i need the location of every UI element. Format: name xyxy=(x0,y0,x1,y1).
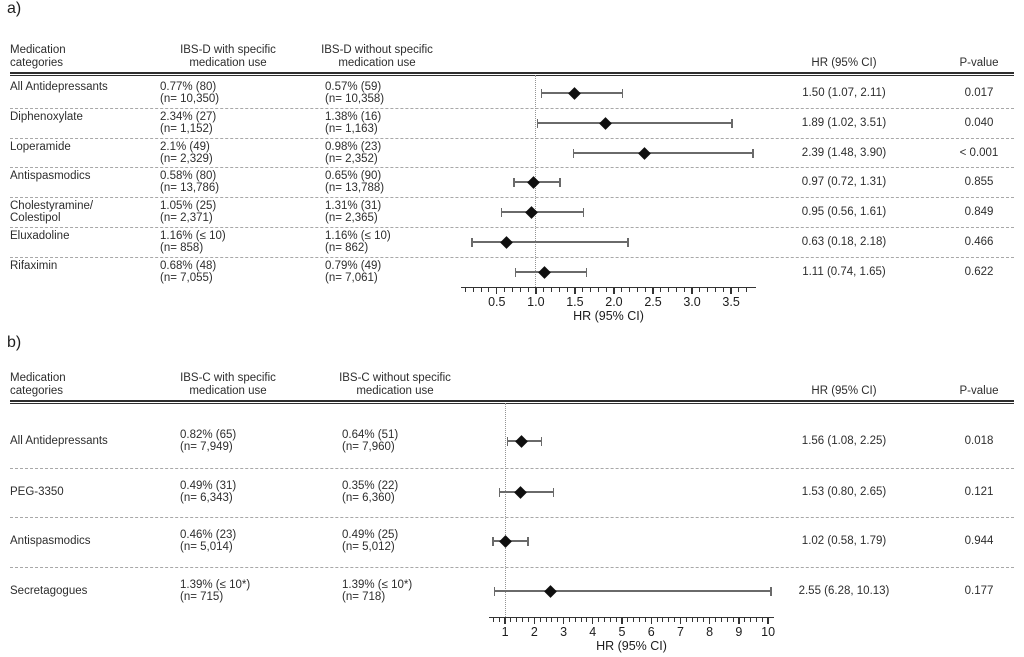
x-axis-minor-tick xyxy=(481,288,482,292)
without-use-line: (n= 7,960) xyxy=(342,441,395,453)
hr-diamond-marker xyxy=(515,435,528,448)
with-use-line: (n= 7,055) xyxy=(160,272,213,284)
p-value: 0.466 xyxy=(964,236,994,248)
panel-b-ibsc-forest xyxy=(0,330,1024,657)
x-axis-tick-label: 3.0 xyxy=(683,295,701,309)
x-axis-minor-tick xyxy=(746,288,747,292)
without-use-line: (n= 6,360) xyxy=(342,492,395,504)
x-axis-tick-label: 1.0 xyxy=(527,295,545,309)
x-axis-title: HR (95% CI) xyxy=(573,309,644,323)
header-with-use xyxy=(148,372,308,398)
without-use-value xyxy=(325,141,475,165)
x-axis-minor-tick xyxy=(738,288,739,292)
medication-name-line: Rifaximin xyxy=(10,260,58,272)
with-use-line: (n= 2,329) xyxy=(160,153,213,165)
x-axis-tick-label: 5 xyxy=(618,625,626,639)
hr-ci-value: 1.50 (1.07, 2.11) xyxy=(802,87,886,99)
header-with-use xyxy=(148,44,308,70)
without-use-line: 0.79% (49) xyxy=(325,260,382,272)
x-axis-tick-label: 9 xyxy=(735,625,743,639)
ci-cap-high xyxy=(583,208,585,217)
p-value: 0.855 xyxy=(964,176,994,188)
ci-cap-high xyxy=(731,119,733,128)
x-axis-minor-tick xyxy=(627,618,628,622)
table-header-rule xyxy=(10,72,1014,76)
header-line: medication use xyxy=(189,57,267,69)
without-use-value xyxy=(342,579,492,603)
with-use-value xyxy=(160,230,310,254)
x-axis-minor-tick xyxy=(581,618,582,622)
with-use-line: (n= 1,152) xyxy=(160,123,213,135)
x-axis-minor-tick xyxy=(465,288,466,292)
x-axis-minor-tick xyxy=(499,618,500,622)
without-use-value xyxy=(325,170,475,194)
ci-cap-high xyxy=(527,537,529,546)
with-use-value xyxy=(160,260,310,284)
x-axis-tick-label: 2 xyxy=(530,625,538,639)
x-axis-minor-tick xyxy=(473,288,474,292)
medication-name xyxy=(10,81,150,93)
x-axis-title: HR (95% CI) xyxy=(596,639,667,653)
x-axis-minor-tick xyxy=(522,618,523,622)
with-use-value xyxy=(160,81,310,105)
p-value: 0.017 xyxy=(964,87,994,99)
ci-cap-low xyxy=(494,587,496,596)
x-axis-minor-tick xyxy=(762,618,763,622)
x-axis-minor-tick xyxy=(660,288,661,292)
x-axis-tick xyxy=(534,618,535,624)
p-value: 0.018 xyxy=(964,435,994,447)
without-use-line: 0.49% (25) xyxy=(342,529,399,541)
panel-a-label: a) xyxy=(7,0,22,17)
header-hr-ci: HR (95% CI) xyxy=(811,385,877,397)
x-axis-minor-tick xyxy=(633,618,634,622)
hr-diamond-marker xyxy=(501,236,514,249)
header-hr-ci: HR (95% CI) xyxy=(811,57,877,69)
row-separator xyxy=(10,167,1014,168)
ci-cap-low xyxy=(573,149,575,158)
with-use-line: 0.46% (23) xyxy=(180,529,237,541)
without-use-value xyxy=(342,529,492,553)
with-use-line: 1.39% (≤ 10*) xyxy=(180,579,251,591)
without-use-value xyxy=(325,111,475,135)
x-axis-minor-tick xyxy=(546,618,547,622)
x-axis-minor-tick xyxy=(520,288,521,292)
ci-cap-low xyxy=(471,238,473,247)
with-use-line: 0.58% (80) xyxy=(160,170,217,182)
hr-diamond-marker xyxy=(569,87,582,100)
x-axis-minor-tick xyxy=(692,618,693,622)
p-value: 0.622 xyxy=(964,266,994,278)
p-value: 0.944 xyxy=(964,535,994,547)
x-axis-tick xyxy=(574,288,575,294)
medication-name-line: Eluxadoline xyxy=(10,230,70,242)
x-axis-line xyxy=(461,287,756,288)
x-axis-tick-label: 7 xyxy=(676,625,684,639)
x-axis-tick-label: 2.0 xyxy=(605,295,623,309)
x-axis-minor-tick xyxy=(616,618,617,622)
x-axis-tick-label: 0.5 xyxy=(488,295,506,309)
x-axis-minor-tick xyxy=(582,288,583,292)
x-axis-tick xyxy=(535,288,536,294)
ci-cap-high xyxy=(622,89,624,98)
ci-cap-high xyxy=(586,268,588,277)
without-use-line: (n= 2,365) xyxy=(325,212,378,224)
ci-cap-low xyxy=(541,89,543,98)
x-axis-tick-label: 3 xyxy=(560,625,568,639)
x-axis-minor-tick xyxy=(610,618,611,622)
without-use-value xyxy=(342,429,492,453)
x-axis-minor-tick xyxy=(512,288,513,292)
x-axis-minor-tick xyxy=(715,288,716,292)
x-axis-tick xyxy=(730,288,731,294)
row-separator xyxy=(10,138,1014,139)
ci-cap-high xyxy=(541,437,543,446)
medication-name-line: Antispasmodics xyxy=(10,170,91,182)
x-axis-tick-label: 10 xyxy=(761,625,776,639)
hr-ci-value: 2.55 (6.28, 10.13) xyxy=(798,585,890,597)
hr-diamond-marker xyxy=(526,206,539,219)
ci-cap-high xyxy=(770,587,772,596)
medication-name-line: Diphenoxylate xyxy=(10,111,83,123)
with-use-line: 1.16% (≤ 10) xyxy=(160,230,226,242)
x-axis-minor-tick xyxy=(707,288,708,292)
x-axis-minor-tick xyxy=(516,618,517,622)
x-axis-minor-tick xyxy=(668,618,669,622)
header-line: IBS-C with specific xyxy=(180,372,276,384)
ci-line xyxy=(472,241,628,243)
hr-ci-value: 1.89 (1.02, 3.51) xyxy=(801,117,887,129)
table-header-rule xyxy=(10,400,1014,404)
x-axis-tick xyxy=(496,288,497,294)
x-axis-tick-label: 1.5 xyxy=(566,295,584,309)
without-use-line: 0.98% (23) xyxy=(325,141,382,153)
x-axis-minor-tick xyxy=(699,288,700,292)
header-medication-categories xyxy=(10,44,150,70)
x-axis-minor-tick xyxy=(744,618,745,622)
x-axis-minor-tick xyxy=(645,618,646,622)
with-use-value xyxy=(160,141,310,165)
without-use-line: 1.31% (31) xyxy=(325,200,382,212)
x-axis-minor-tick xyxy=(586,618,587,622)
medication-name-line: Colestipol xyxy=(10,212,61,224)
x-axis-minor-tick xyxy=(540,618,541,622)
x-axis-tick-label: 1 xyxy=(501,625,509,639)
without-use-line: (n= 2,352) xyxy=(325,153,378,165)
without-use-line: (n= 7,061) xyxy=(325,272,378,284)
x-axis-minor-tick xyxy=(559,288,560,292)
row-separator xyxy=(10,567,1014,568)
x-axis-minor-tick xyxy=(756,618,757,622)
x-axis-tick xyxy=(563,618,564,624)
without-use-line: (n= 5,012) xyxy=(342,541,395,553)
ci-cap-low xyxy=(499,488,501,497)
medication-name xyxy=(10,200,150,224)
x-axis-tick xyxy=(613,288,614,294)
hr-diamond-marker xyxy=(638,147,651,160)
ci-cap-high xyxy=(752,149,754,158)
with-use-line: (n= 7,949) xyxy=(180,441,233,453)
x-axis-minor-tick xyxy=(598,618,599,622)
header-without-use xyxy=(315,372,475,398)
ci-cap-low xyxy=(501,208,503,217)
x-axis-tick xyxy=(651,618,652,624)
x-axis-tick-label: 6 xyxy=(647,625,655,639)
x-axis-minor-tick xyxy=(750,618,751,622)
without-use-line: (n= 862) xyxy=(325,242,369,254)
with-use-line: 0.68% (48) xyxy=(160,260,217,272)
with-use-line: 0.77% (80) xyxy=(160,81,217,93)
x-axis-tick-label: 3.5 xyxy=(722,295,740,309)
x-axis-tick-label: 8 xyxy=(706,625,714,639)
x-axis-minor-tick xyxy=(569,618,570,622)
medication-name-line: All Antidepressants xyxy=(10,435,108,447)
with-use-line: (n= 6,343) xyxy=(180,492,233,504)
header-line: Medication xyxy=(10,44,66,56)
p-value: < 0.001 xyxy=(959,147,999,159)
x-axis-minor-tick xyxy=(727,618,728,622)
ci-line xyxy=(573,152,753,154)
x-axis-minor-tick xyxy=(590,288,591,292)
x-axis-minor-tick xyxy=(668,288,669,292)
hr-ci-value: 1.56 (1.08, 2.25) xyxy=(801,435,887,447)
x-axis-tick xyxy=(709,618,710,624)
medication-name xyxy=(10,486,150,498)
hr-ci-value: 0.97 (0.72, 1.31) xyxy=(801,176,887,188)
without-use-value xyxy=(325,200,475,224)
medication-name xyxy=(10,141,150,153)
without-use-line: (n= 1,163) xyxy=(325,123,378,135)
p-value: 0.849 xyxy=(964,206,994,218)
medication-name xyxy=(10,585,150,597)
p-value: 0.177 xyxy=(964,585,994,597)
x-axis-minor-tick xyxy=(629,288,630,292)
x-axis-tick xyxy=(621,618,622,624)
header-p-value: P-value xyxy=(959,57,999,69)
ci-cap-low xyxy=(507,437,509,446)
x-axis-minor-tick xyxy=(567,288,568,292)
x-axis-minor-tick xyxy=(575,618,576,622)
with-use-value xyxy=(160,200,310,224)
x-axis-minor-tick xyxy=(639,618,640,622)
x-axis-line xyxy=(489,617,774,618)
hr-diamond-marker xyxy=(599,117,612,130)
header-line: IBS-C without specific xyxy=(339,372,451,384)
ci-line xyxy=(494,590,771,592)
without-use-value xyxy=(325,81,475,105)
without-use-value xyxy=(342,480,492,504)
with-use-value xyxy=(180,579,330,603)
x-axis-minor-tick xyxy=(721,618,722,622)
x-axis-minor-tick xyxy=(657,618,658,622)
hr-ci-value: 0.95 (0.56, 1.61) xyxy=(801,206,887,218)
ci-cap-low xyxy=(492,537,494,546)
header-line: categories xyxy=(10,385,64,397)
x-axis-minor-tick xyxy=(551,618,552,622)
with-use-line: (n= 5,014) xyxy=(180,541,233,553)
hr-diamond-marker xyxy=(499,535,512,548)
x-axis-minor-tick xyxy=(621,288,622,292)
header-line: categories xyxy=(10,57,64,69)
x-axis-minor-tick xyxy=(723,288,724,292)
header-line: medication use xyxy=(356,385,434,397)
without-use-line: 0.64% (51) xyxy=(342,429,399,441)
ci-line xyxy=(537,122,731,124)
medication-name-line: Cholestyramine/ xyxy=(10,200,94,212)
x-axis-minor-tick xyxy=(645,288,646,292)
header-without-use xyxy=(297,44,457,70)
x-axis-minor-tick xyxy=(493,618,494,622)
medication-name xyxy=(10,260,150,272)
header-line: medication use xyxy=(338,57,416,69)
ci-cap-high xyxy=(559,178,561,187)
x-axis-minor-tick xyxy=(686,618,687,622)
x-axis-tick-label: 2.5 xyxy=(644,295,662,309)
without-use-line: (n= 718) xyxy=(342,591,386,603)
ci-line xyxy=(541,92,622,94)
ci-cap-low xyxy=(537,119,539,128)
x-axis-minor-tick xyxy=(488,288,489,292)
hr-ci-value: 1.02 (0.58, 1.79) xyxy=(801,535,887,547)
medication-name xyxy=(10,435,150,447)
x-axis-minor-tick xyxy=(551,288,552,292)
with-use-value xyxy=(180,480,330,504)
ci-cap-high xyxy=(553,488,555,497)
x-axis-tick xyxy=(691,288,692,294)
ci-cap-low xyxy=(515,268,517,277)
x-axis-minor-tick xyxy=(604,618,605,622)
panel-b-label: b) xyxy=(7,334,22,351)
medication-name xyxy=(10,535,150,547)
hr-diamond-marker xyxy=(527,176,540,189)
ci-line xyxy=(501,211,583,213)
x-axis-minor-tick xyxy=(715,618,716,622)
x-axis-minor-tick xyxy=(510,618,511,622)
x-axis-tick xyxy=(767,618,768,624)
hr-diamond-marker xyxy=(538,266,551,279)
hr-diamond-marker xyxy=(544,585,557,598)
x-axis-minor-tick xyxy=(598,288,599,292)
header-line: Medication xyxy=(10,372,66,384)
x-axis-tick xyxy=(592,618,593,624)
x-axis-minor-tick xyxy=(684,288,685,292)
without-use-value xyxy=(325,230,475,254)
without-use-line: 1.38% (16) xyxy=(325,111,382,123)
x-axis-tick-label: 4 xyxy=(589,625,597,639)
row-separator xyxy=(10,468,1014,469)
medication-name-line: PEG-3350 xyxy=(10,486,64,498)
medication-name-line: Secretagogues xyxy=(10,585,88,597)
with-use-line: (n= 13,786) xyxy=(160,182,220,194)
with-use-line: (n= 10,350) xyxy=(160,93,220,105)
x-axis-tick xyxy=(652,288,653,294)
with-use-line: 2.34% (27) xyxy=(160,111,217,123)
x-axis-minor-tick xyxy=(676,288,677,292)
header-p-value: P-value xyxy=(959,385,999,397)
x-axis-minor-tick xyxy=(733,618,734,622)
x-axis-tick xyxy=(504,618,505,624)
hr-diamond-marker xyxy=(514,486,527,499)
x-axis-tick xyxy=(680,618,681,624)
reference-line xyxy=(505,403,506,617)
p-value: 0.040 xyxy=(964,117,994,129)
x-axis-minor-tick xyxy=(674,618,675,622)
without-use-line: 0.65% (90) xyxy=(325,170,382,182)
with-use-line: 1.05% (25) xyxy=(160,200,217,212)
with-use-line: 0.82% (65) xyxy=(180,429,237,441)
x-axis-minor-tick xyxy=(637,288,638,292)
medication-name xyxy=(10,230,150,242)
row-separator xyxy=(10,517,1014,518)
with-use-line: (n= 715) xyxy=(180,591,224,603)
without-use-line: (n= 10,358) xyxy=(325,93,385,105)
without-use-line: 1.39% (≤ 10*) xyxy=(342,579,413,591)
with-use-value xyxy=(160,170,310,194)
medication-name xyxy=(10,111,150,123)
x-axis-minor-tick xyxy=(528,288,529,292)
with-use-line: (n= 858) xyxy=(160,242,204,254)
row-separator xyxy=(10,227,1014,228)
with-use-line: 2.1% (49) xyxy=(160,141,210,153)
x-axis-minor-tick xyxy=(543,288,544,292)
x-axis-minor-tick xyxy=(528,618,529,622)
ci-cap-high xyxy=(627,238,629,247)
without-use-line: 0.35% (22) xyxy=(342,480,399,492)
without-use-line: (n= 13,788) xyxy=(325,182,385,194)
x-axis-minor-tick xyxy=(557,618,558,622)
header-line: IBS-D without specific xyxy=(321,44,433,56)
x-axis-minor-tick xyxy=(697,618,698,622)
header-line: medication use xyxy=(189,385,267,397)
x-axis-tick xyxy=(738,618,739,624)
ci-cap-low xyxy=(513,178,515,187)
without-use-value xyxy=(325,260,475,284)
with-use-value xyxy=(180,529,330,553)
x-axis-minor-tick xyxy=(662,618,663,622)
with-use-value xyxy=(160,111,310,135)
hr-ci-value: 0.63 (0.18, 2.18) xyxy=(801,236,887,248)
medication-name-line: All Antidepressants xyxy=(10,81,108,93)
medication-name xyxy=(10,170,150,182)
row-separator xyxy=(10,197,1014,198)
row-separator xyxy=(10,108,1014,109)
medication-name-line: Antispasmodics xyxy=(10,535,91,547)
medication-name-line: Loperamide xyxy=(10,141,71,153)
x-axis-minor-tick xyxy=(606,288,607,292)
with-use-value xyxy=(180,429,330,453)
header-line: IBS-D with specific xyxy=(180,44,276,56)
p-value: 0.121 xyxy=(964,486,994,498)
without-use-line: 1.16% (≤ 10) xyxy=(325,230,391,242)
row-separator xyxy=(10,257,1014,258)
hr-ci-value: 1.11 (0.74, 1.65) xyxy=(802,266,886,278)
x-axis-minor-tick xyxy=(504,288,505,292)
x-axis-minor-tick xyxy=(703,618,704,622)
hr-ci-value: 1.53 (0.80, 2.65) xyxy=(801,486,887,498)
with-use-line: 0.49% (31) xyxy=(180,480,237,492)
header-medication-categories xyxy=(10,372,150,398)
with-use-line: (n= 2,371) xyxy=(160,212,213,224)
without-use-line: 0.57% (59) xyxy=(325,81,382,93)
hr-ci-value: 2.39 (1.48, 3.90) xyxy=(801,147,887,159)
